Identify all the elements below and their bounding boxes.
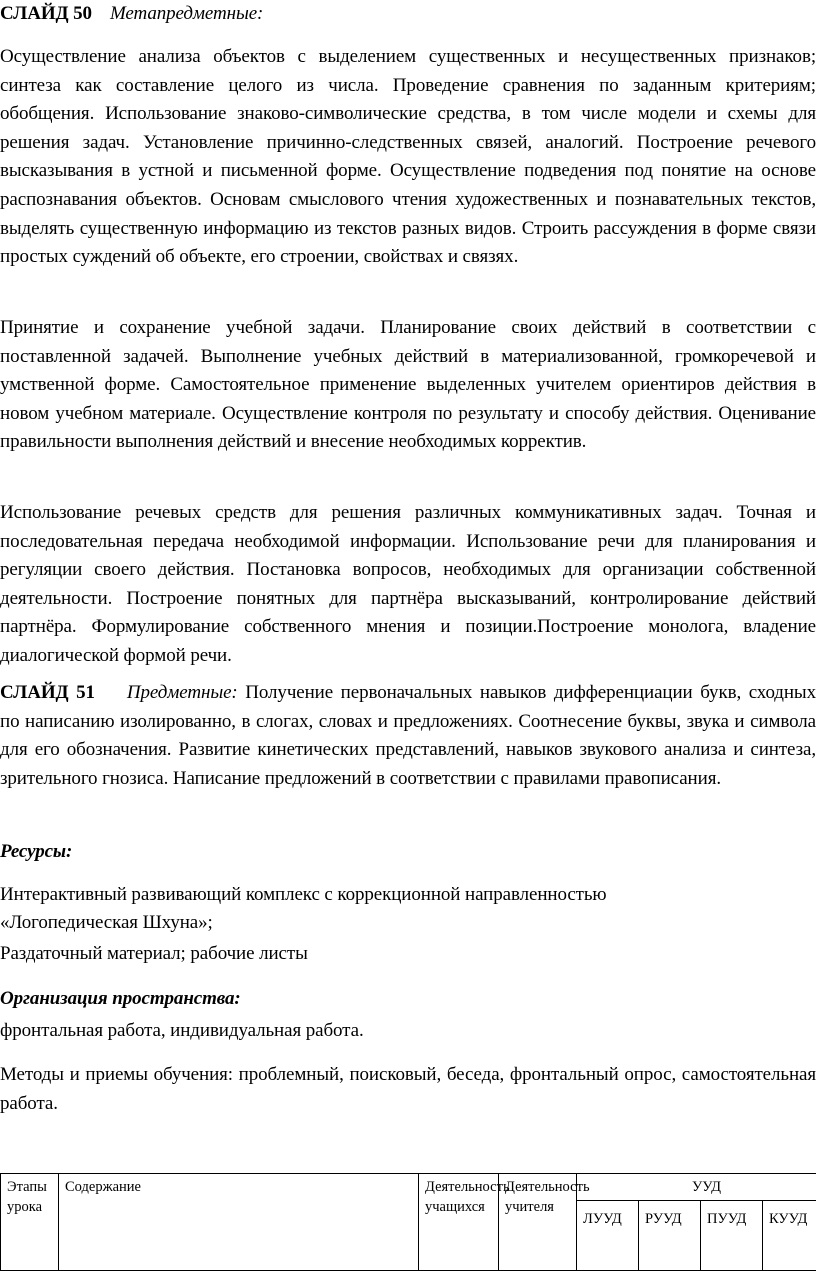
table-header-row <box>1 1174 816 1201</box>
organization-forms: фронтальная работа, индивидуальная работа. <box>0 1017 816 1046</box>
resources-heading: Ресурсы: <box>0 838 816 867</box>
resources-line-1: Интерактивный развивающий комплекс с коррекционной направленностью <box>0 881 816 910</box>
slide51-subtitle: Предметные: <box>127 682 238 703</box>
slide50-label: СЛАЙД 50 <box>0 3 92 24</box>
slide50-subtitle: Метапредметные: <box>110 3 263 24</box>
resources-line-2: «Логопедическая Шхуна»; <box>0 909 816 938</box>
header-ruud: РУУД <box>639 1201 701 1271</box>
header-students-activity: Деятельность учащихся <box>419 1174 499 1271</box>
lesson-table <box>0 1173 816 1271</box>
slide50-paragraph-2: Принятие и сохранение учебной задачи. Планирование своих действий в соответствии с поставленной задачей. Выполнение учебных действий в материализованной, громкоречевой и умственной форме. Самостоятельное применение выделенных учителем ориентиров действия в новом учебном материале. Осуществление контроля по результату и способу действия. Оценивание правильности выполнения действий и внесение необходимых корректив. <box>0 314 816 457</box>
slide51-text: Получение первоначальных навыков дифференциации букв, сходных по написанию изолированно, в слогах, словах и предложениях. Соотнесение буквы, звука и символа для его обозначения. Развитие кинетических представлений, навыков звукового анализа и синтеза, зрительного гнозиса. Написание предложений в соответствии с правилами правописания. <box>0 682 816 789</box>
header-puud: ПУУД <box>701 1201 763 1271</box>
organization-methods: Методы и приемы обучения: проблемный, поисковый, беседа, фронтальный опрос, самостоятельная работа. <box>0 1061 816 1118</box>
header-luud: ЛУУД <box>577 1201 639 1271</box>
resources-line-3: Раздаточный материал; рабочие листы <box>0 940 816 969</box>
header-content: Содержание <box>59 1174 419 1271</box>
slide50-paragraph-3: Использование речевых средств для решения различных коммуникативных задач. Точная и последовательная передача необходимой информации. Использование речи для планирования и регуляции своего действия. Постановка вопросов, необходимых для организации собственной деятельности. Построение понятных для партнёра высказываний, контролирование действий партнёра. Формулирование собственного мнения и позиции.Построение монолога, владение диалогической формой речи. <box>0 499 816 671</box>
slide50-paragraph-1: Осуществление анализа объектов с выделением существенных и несущественных признаков; синтеза как составление целого из числа. Проведение сравнения по заданным критериям; обобщения. Использование знаково-символические средства, в том числе модели и схемы для решения задач. Установление причинно-следственных связей, аналогий. Построение речевого высказывания в устной и письменной форме. Осуществление подведения под понятие на основе распознавания объектов. Основам смыслового чтения художественных и познавательных текстов, выделять существенную информацию из текстов разных видов. Строить рассуждения в форме связи простых суждений об объекте, его строении, свойствах и связях. <box>0 43 816 272</box>
header-stages: Этапы урока <box>1 1174 59 1271</box>
slide50-heading <box>0 0 816 29</box>
header-kuud: КУУД <box>763 1201 816 1271</box>
slide51-label: СЛАЙД 51 <box>0 682 95 703</box>
slide51-paragraph <box>0 679 816 793</box>
organization-heading: Организация пространства: <box>0 985 816 1014</box>
header-teacher-activity: Деятельность учителя <box>499 1174 577 1271</box>
header-uud: УУД <box>577 1174 816 1201</box>
